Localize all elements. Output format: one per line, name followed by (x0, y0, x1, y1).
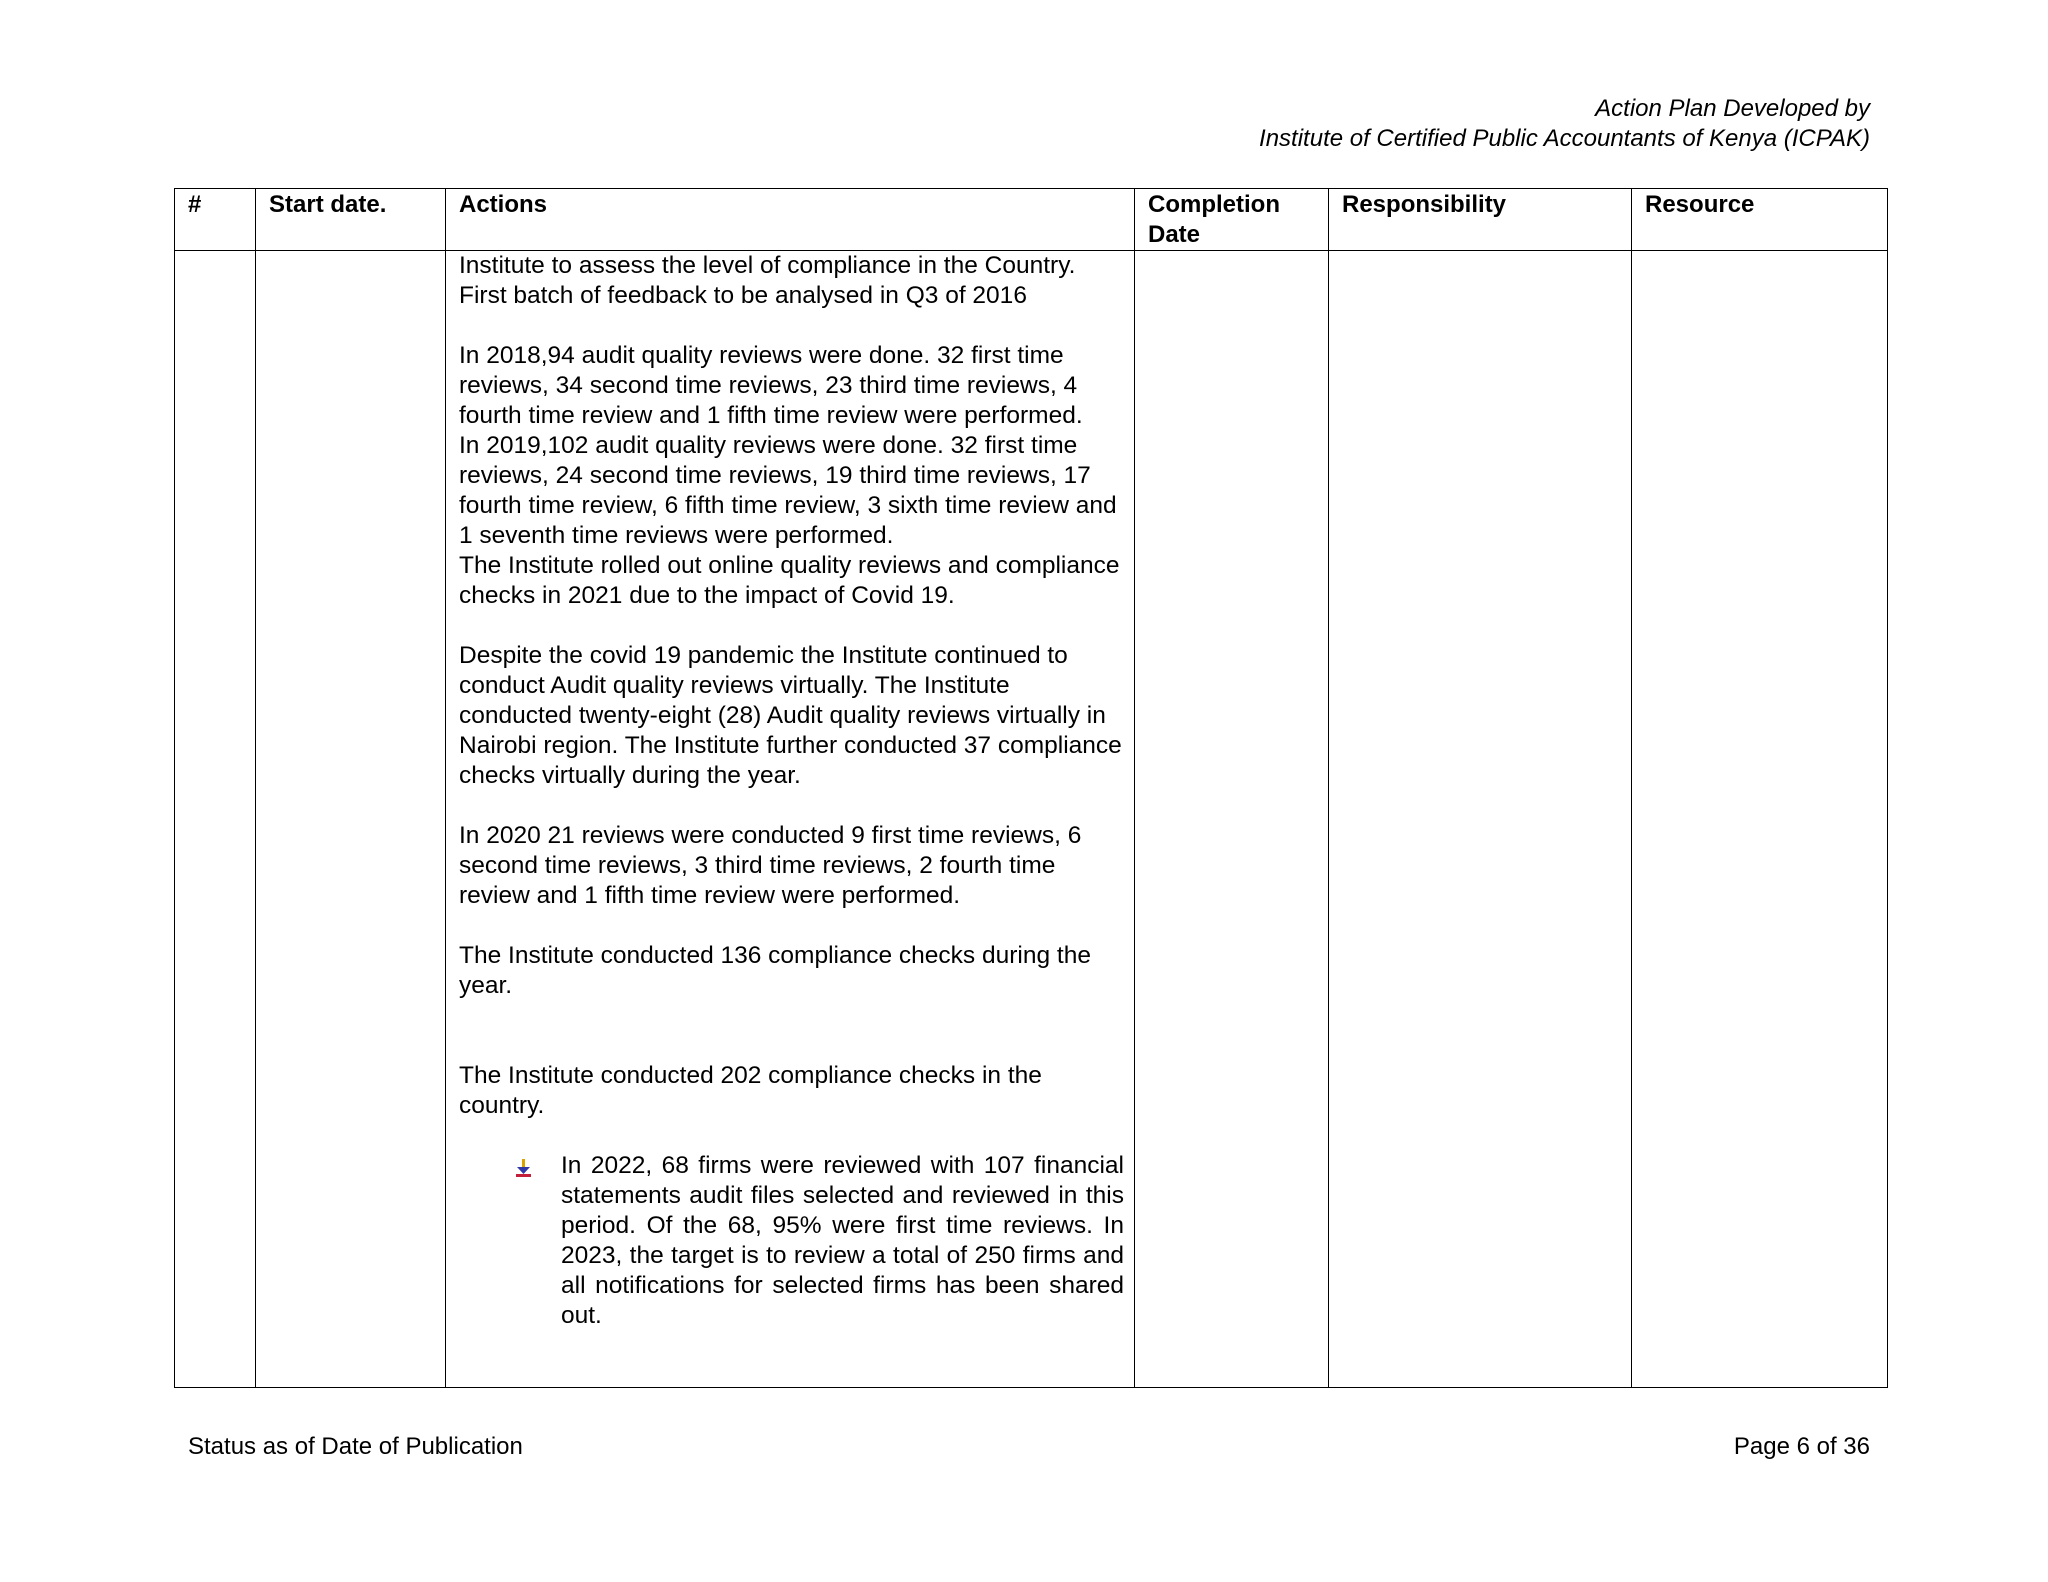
list-item (513, 1151, 1124, 1331)
column-header-number: # (175, 189, 256, 251)
column-header-completion-date: Completion Date (1135, 189, 1329, 251)
cell-responsibility (1329, 251, 1632, 1388)
actions-paragraph-2: In 2018,94 audit quality reviews were done. 32 first time reviews, 34 second time reviews, 23 third time reviews, 4 fourth time review and 1 fifth time review were performed. (459, 342, 1083, 429)
actions-paragraph-5: Despite the covid 19 pandemic the Institute continued to conduct Audit quality reviews virtually. The Institute conducted twenty-eight (28) Audit quality reviews virtually in Nairobi region. The Institute further conducted 37 compliance checks virtually during the year. (459, 642, 1122, 789)
footer-page-number: Page 6 of 36 (1733, 1433, 1870, 1460)
column-header-responsibility: Responsibility (1329, 189, 1632, 251)
table-header-row (175, 189, 1888, 251)
column-header-resource: Resource (1632, 189, 1888, 251)
actions-paragraph-8: The Institute conducted 202 compliance checks in the country. (459, 1062, 1042, 1119)
cell-completion-date (1135, 251, 1329, 1388)
table-row (175, 251, 1888, 1388)
arrow-bullet-icon (513, 1151, 561, 1331)
actions-paragraph-6: In 2020 21 reviews were conducted 9 first time reviews, 6 second time reviews, 3 third time reviews, 2 fourth time review and 1 fifth time review were performed. (459, 822, 1082, 909)
column-header-start-date: Start date. (256, 189, 446, 251)
cell-number (175, 251, 256, 1388)
actions-paragraph-4: The Institute rolled out online quality reviews and compliance checks in 2021 due to the impact of Covid 19. (459, 552, 1120, 609)
header-line-1: Action Plan Developed by (1595, 95, 1870, 122)
cell-resource (1632, 251, 1888, 1388)
actions-paragraph-7: The Institute conducted 136 compliance checks during the year. (459, 942, 1091, 999)
actions-paragraph-3: In 2019,102 audit quality reviews were done. 32 first time reviews, 24 second time reviews, 19 third time reviews, 17 fourth time review, 6 fifth time review, 3 sixth time review and 1 seventh time reviews were performed. (459, 432, 1117, 549)
column-header-actions: Actions (446, 189, 1135, 251)
cell-actions (446, 251, 1135, 1388)
footer-status: Status as of Date of Publication (188, 1433, 523, 1460)
cell-start-date (256, 251, 446, 1388)
header-line-2: Institute of Certified Public Accountants of Kenya (ICPAK) (1259, 125, 1870, 152)
action-plan-table (174, 188, 1888, 1388)
actions-paragraph-1: Institute to assess the level of compliance in the Country. First batch of feedback to be analysed in Q3 of 2016 (459, 252, 1076, 309)
bullet-text: In 2022, 68 firms were reviewed with 107 financial statements audit files selected and reviewed in this period. Of the 68, 95% were first time reviews. In 2023, the target is to review a total of 250 firms and all notifications for selected firms has been shared out. (561, 1152, 1124, 1329)
document-header (1259, 94, 1870, 154)
